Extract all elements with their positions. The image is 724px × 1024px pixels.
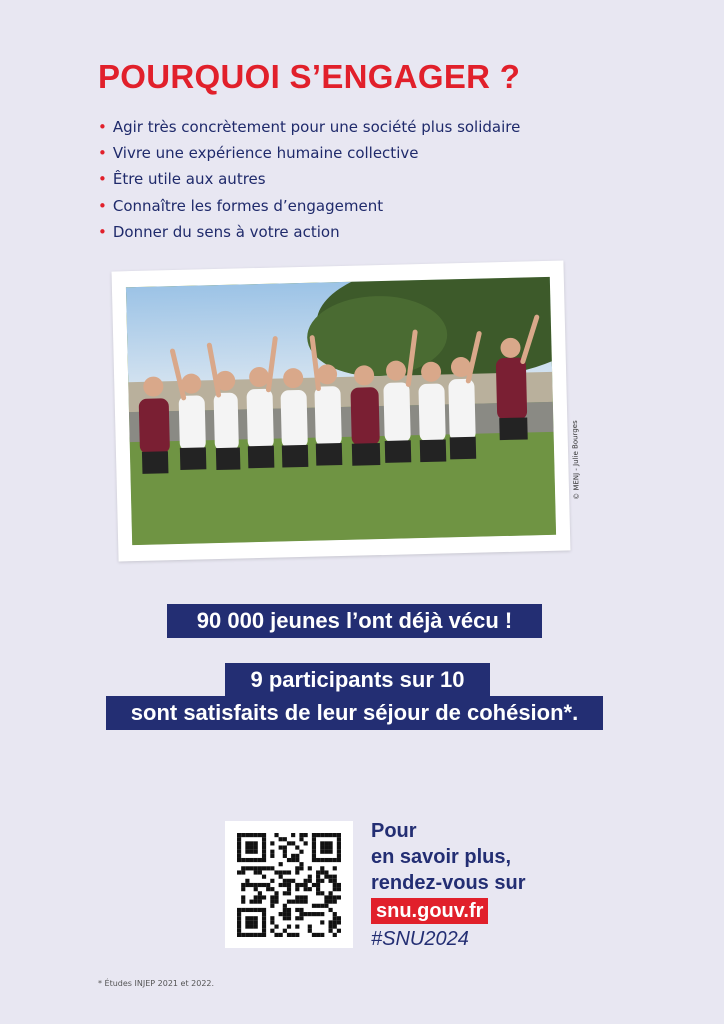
bullet-dot-icon: • — [98, 144, 107, 163]
list-item: • Donner du sens à votre action — [98, 222, 340, 241]
photo-credit: © MENJ - Julie Bourges — [571, 420, 582, 500]
bullet-dot-icon: • — [98, 118, 107, 136]
bullet-dot-icon: • — [98, 222, 107, 241]
list-item: • Être utile aux autres — [98, 170, 266, 189]
info-line-2: en savoir plus, — [371, 846, 512, 868]
stat-band-satisfaction: sont satisfaits de leur séjour de cohésion*. — [106, 696, 603, 730]
bullet-dot-icon: • — [98, 170, 107, 189]
hashtag: #SNU2024 — [371, 928, 469, 950]
page-title: POURQUOI S’ENGAGER ? — [98, 58, 521, 95]
list-item: • Vivre une expérience humaine collective — [98, 144, 419, 163]
group-photo-image — [126, 277, 556, 545]
group-photo — [126, 277, 556, 545]
more-info-block — [371, 818, 525, 952]
website-link[interactable]: snu.gouv.fr — [371, 898, 488, 924]
list-item: • Connaître les formes d’engagement — [98, 196, 384, 215]
bullet-dot-icon: • — [98, 196, 107, 215]
qr-code[interactable] — [225, 821, 353, 948]
stat-band-youth: 90 000 jeunes l’ont déjà vécu ! — [167, 604, 542, 638]
info-line-1: Pour — [371, 820, 417, 842]
list-item: • Agir très concrètement pour une société plus solidaire — [98, 118, 521, 136]
footnote: * Études INJEP 2021 et 2022. — [98, 979, 215, 988]
stat-band-participants: 9 participants sur 10 — [225, 663, 490, 697]
info-line-3: rendez-vous sur — [371, 872, 526, 894]
benefits-list — [98, 116, 520, 247]
photo-frame — [112, 261, 582, 562]
qr-code-icon — [237, 833, 341, 937]
